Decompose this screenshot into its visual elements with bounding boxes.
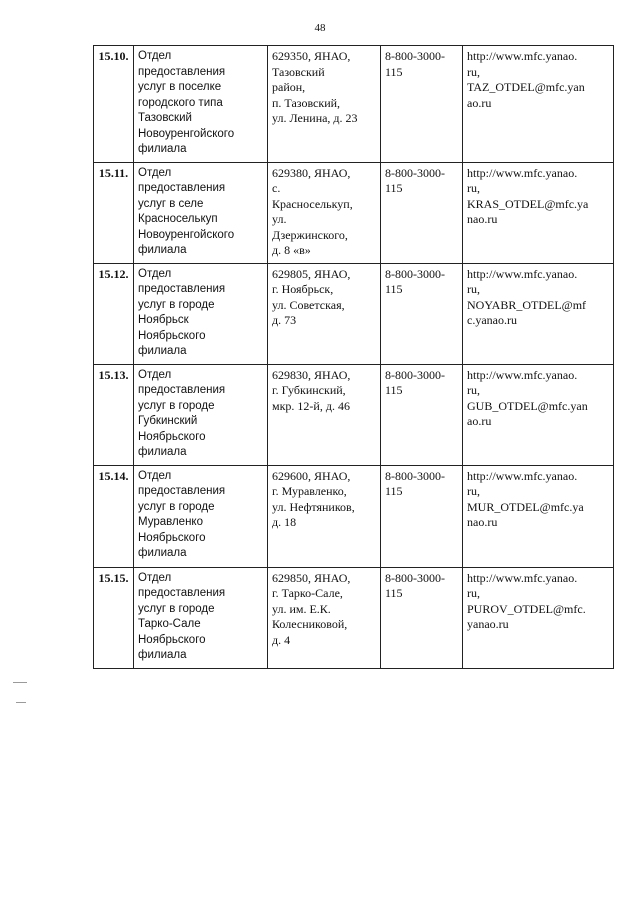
office-name-line: предоставления — [138, 384, 226, 396]
office-address-line: 629850, ЯНАО, — [272, 570, 351, 585]
office-web-email — [463, 465, 614, 567]
table-body — [94, 46, 614, 669]
table-row — [94, 465, 614, 567]
office-phone — [381, 465, 463, 567]
row-number: 15.13. — [94, 364, 134, 465]
office-name-line: Отдел — [138, 267, 172, 280]
office-web-email-line: nao.ru — [467, 515, 498, 529]
table-row — [94, 46, 614, 163]
office-name-line: услуг в городе — [138, 399, 215, 412]
office-address-line: 629380, ЯНАО, — [272, 165, 351, 180]
office-name-line: филиала — [138, 143, 187, 155]
row-number: 15.15. — [94, 567, 134, 668]
office-address — [268, 567, 381, 668]
office-phone-line: 8-800-3000- — [385, 570, 445, 585]
office-web-email — [463, 162, 614, 263]
row-number: 15.11. — [94, 162, 134, 263]
office-phone — [381, 162, 463, 263]
office-phone-line: 8-800-3000- — [385, 367, 445, 382]
office-name — [134, 162, 268, 263]
office-address-line: г. Ноябрьск, — [272, 282, 334, 296]
office-name-line: филиала — [138, 649, 187, 661]
office-name-line: Муравленко — [138, 516, 203, 528]
office-name-line: Ноябрьского — [138, 531, 206, 544]
office-name-line: предоставления — [138, 65, 226, 78]
office-name — [134, 567, 268, 668]
office-web-email-line: ru, — [467, 484, 480, 498]
office-web-email-line: nao.ru — [467, 212, 498, 226]
office-address-line: д. 18 — [272, 515, 297, 529]
office-name-line: услуг в поселке — [138, 81, 222, 93]
office-name-line: предоставления — [138, 485, 226, 497]
office-address-line: Дзержинского, — [272, 227, 348, 242]
office-phone-line: 115 — [385, 282, 403, 296]
office-name — [134, 263, 268, 364]
office-phone-line: 8-800-3000- — [385, 49, 445, 63]
office-web-email-line: ru, — [467, 64, 480, 79]
office-address-line: п. Тазовский, — [272, 95, 341, 110]
row-number: 15.12. — [94, 263, 134, 364]
office-web-email-line: KRAS_OTDEL@mfc.ya — [467, 196, 589, 211]
office-name — [134, 46, 268, 163]
office-web-email-line: http://www.mfc.yanao. — [467, 367, 578, 382]
office-web-email-line: http://www.mfc.yanao. — [467, 266, 578, 281]
office-address-line: г. Муравленко, — [272, 484, 347, 498]
office-name-line: предоставления — [138, 283, 226, 295]
office-web-email — [463, 567, 614, 668]
office-address — [268, 364, 381, 465]
office-address-line: ул. им. Е.К. — [272, 601, 331, 616]
office-name-line: Ноябрьского — [138, 430, 206, 443]
office-address-line: 629830, ЯНАО, — [272, 367, 351, 382]
office-phone-line: 115 — [385, 64, 403, 79]
office-name — [134, 465, 268, 567]
office-address — [268, 263, 381, 364]
office-address-line: г. Тарко-Сале, — [272, 586, 343, 600]
office-name-line: Отдел — [138, 571, 172, 584]
office-phone — [381, 364, 463, 465]
office-address-line: Колесниковой, — [272, 617, 348, 631]
office-name-line: Красноселькуп — [138, 213, 218, 225]
office-name-line: Новоуренгойского — [138, 228, 235, 241]
office-web-email-line: ru, — [467, 586, 480, 600]
office-address-line: Тазовский — [272, 64, 325, 79]
office-name-line: Отдел — [138, 50, 172, 62]
scan-mark — [13, 682, 27, 683]
office-web-email-line: MUR_OTDEL@mfc.ya — [467, 499, 584, 514]
office-address-line: д. 4 — [272, 632, 291, 647]
office-name-line: Губкинский — [138, 415, 198, 427]
office-web-email-line: ru, — [467, 181, 480, 195]
office-name-line: филиала — [138, 345, 187, 357]
office-name-line: Новоуренгойского — [138, 127, 235, 140]
office-address-line: ул. Советская, — [272, 297, 345, 312]
office-web-email-line: GUB_OTDEL@mfc.yan — [467, 398, 588, 413]
office-web-email-line: http://www.mfc.yanao. — [467, 165, 578, 180]
office-web-email — [463, 263, 614, 364]
office-address-line: с. — [272, 181, 281, 195]
office-name-line: услуг в городе — [138, 298, 215, 311]
office-web-email-line: TAZ_OTDEL@mfc.yan — [467, 80, 585, 94]
office-address — [268, 162, 381, 263]
table-row — [94, 567, 614, 668]
scan-mark — [16, 702, 26, 703]
mfc-offices-table — [93, 45, 614, 669]
office-name-line: городского типа — [138, 96, 223, 109]
office-address-line: 629600, ЯНАО, — [272, 468, 351, 483]
page-number: 48 — [314, 22, 326, 34]
table-row — [94, 364, 614, 465]
office-name-line: филиала — [138, 547, 187, 559]
office-name-line: филиала — [138, 446, 187, 458]
office-address-line: д. 8 «в» — [272, 243, 311, 257]
office-name-line: услуг в городе — [138, 500, 215, 513]
office-phone-line: 8-800-3000- — [385, 165, 445, 180]
office-name-line: Отдел — [138, 368, 172, 381]
office-address-line: 629805, ЯНАО, — [272, 266, 351, 281]
table-row — [94, 263, 614, 364]
office-phone-line: 115 — [385, 586, 403, 600]
office-web-email-line: PUROV_OTDEL@mfc. — [467, 601, 586, 616]
office-address-line: район, — [272, 80, 306, 94]
office-web-email-line: ru, — [467, 282, 480, 296]
office-phone — [381, 263, 463, 364]
office-address-line: ул. Нефтяников, — [272, 499, 355, 514]
table-row — [94, 162, 614, 263]
office-web-email-line: c.yanao.ru — [467, 313, 517, 327]
office-phone-line: 115 — [385, 181, 403, 195]
office-name-line: предоставления — [138, 587, 226, 599]
office-phone-line: 8-800-3000- — [385, 468, 445, 483]
office-name-line: Ноябрьского — [138, 329, 206, 342]
office-address — [268, 46, 381, 163]
office-address-line: г. Губкинский, — [272, 383, 346, 397]
office-web-email-line: ru, — [467, 383, 480, 397]
office-web-email-line: http://www.mfc.yanao. — [467, 570, 578, 585]
office-web-email — [463, 364, 614, 465]
office-address-line: ул. — [272, 212, 287, 226]
office-name-line: Тарко-Сале — [138, 618, 201, 630]
office-name — [134, 364, 268, 465]
office-web-email — [463, 46, 614, 163]
office-address-line: 629350, ЯНАО, — [272, 49, 351, 63]
office-address-line: мкр. 12-й, д. 46 — [272, 398, 350, 413]
row-number: 15.10. — [94, 46, 134, 163]
office-phone-line: 115 — [385, 484, 403, 498]
office-name-line: услуг в городе — [138, 602, 215, 615]
office-web-email-line: http://www.mfc.yanao. — [467, 49, 578, 63]
office-name-line: филиала — [138, 244, 187, 256]
office-name-line: предоставления — [138, 182, 226, 194]
office-web-email-line: http://www.mfc.yanao. — [467, 468, 578, 483]
office-phone-line: 115 — [385, 383, 403, 397]
office-web-email-line: NOYABR_OTDEL@mf — [467, 297, 587, 312]
office-address-line: Красноселькуп, — [272, 196, 353, 211]
office-address-line: д. 73 — [272, 313, 297, 327]
office-phone — [381, 567, 463, 668]
office-name-line: Ноябрьского — [138, 633, 206, 646]
office-address-line: ул. Ленина, д. 23 — [272, 111, 358, 125]
office-web-email-line: yanao.ru — [467, 617, 509, 631]
office-name-line: Тазовский — [138, 112, 192, 124]
office-web-email-line: ao.ru — [467, 414, 492, 428]
office-phone — [381, 46, 463, 163]
office-name-line: услуг в селе — [138, 197, 204, 210]
office-address — [268, 465, 381, 567]
office-name-line: Отдел — [138, 469, 172, 482]
office-web-email-line: ao.ru — [467, 95, 492, 110]
row-number: 15.14. — [94, 465, 134, 567]
office-name-line: Ноябрьск — [138, 314, 189, 326]
office-name-line: Отдел — [138, 166, 172, 179]
office-phone-line: 8-800-3000- — [385, 266, 445, 281]
